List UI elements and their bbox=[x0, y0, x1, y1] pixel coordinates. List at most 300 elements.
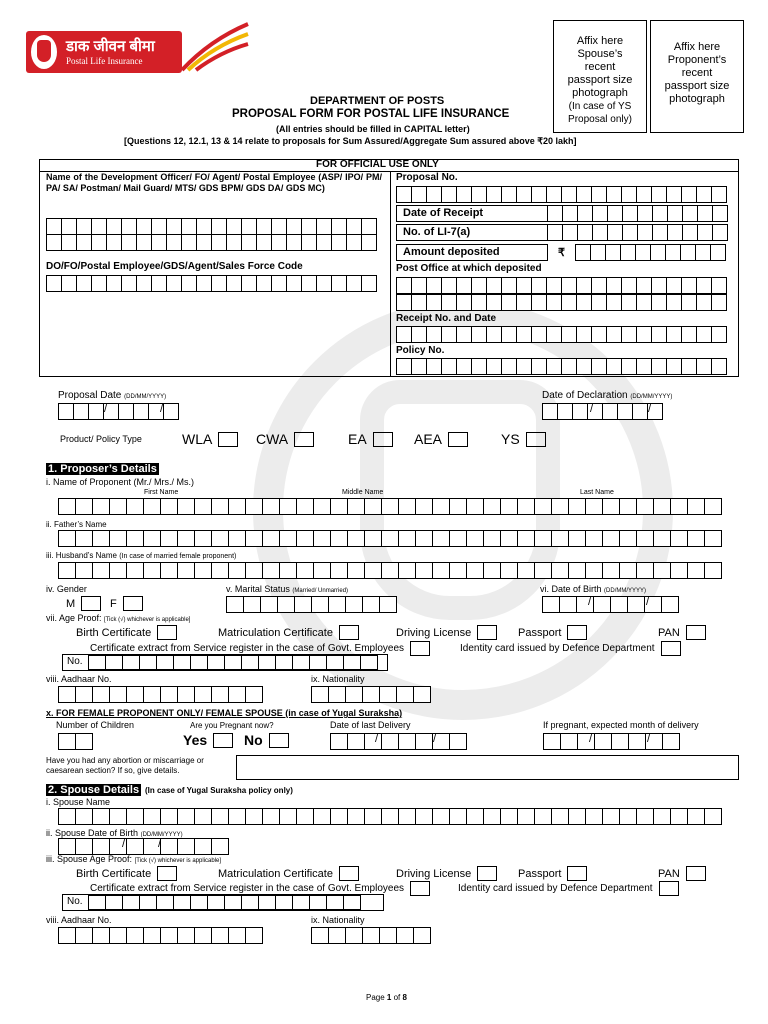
char-cell[interactable] bbox=[585, 498, 603, 515]
char-cell[interactable] bbox=[260, 596, 278, 613]
char-cell[interactable] bbox=[606, 186, 622, 203]
char-cell[interactable] bbox=[441, 186, 457, 203]
char-cell[interactable] bbox=[666, 294, 682, 311]
char-cell[interactable] bbox=[665, 244, 681, 261]
char-cell[interactable] bbox=[347, 733, 365, 750]
char-cell[interactable] bbox=[667, 224, 683, 241]
char-cell[interactable] bbox=[681, 186, 697, 203]
char-cell[interactable] bbox=[211, 838, 229, 855]
char-cell[interactable] bbox=[449, 733, 467, 750]
char-cell[interactable] bbox=[697, 224, 713, 241]
char-cell[interactable] bbox=[636, 277, 652, 294]
char-cell[interactable] bbox=[177, 808, 195, 825]
char-cell[interactable] bbox=[194, 838, 212, 855]
char-cell[interactable] bbox=[151, 234, 167, 251]
char-cell[interactable] bbox=[126, 530, 144, 547]
char-cell[interactable] bbox=[662, 733, 680, 750]
char-cell[interactable] bbox=[211, 275, 227, 292]
char-cell[interactable] bbox=[360, 655, 378, 670]
char-cell[interactable] bbox=[91, 218, 107, 235]
char-cell[interactable] bbox=[245, 530, 263, 547]
checkbox[interactable] bbox=[339, 866, 359, 881]
char-cell[interactable] bbox=[143, 530, 161, 547]
char-cell[interactable] bbox=[58, 562, 76, 579]
char-cell[interactable] bbox=[585, 808, 603, 825]
char-cell[interactable] bbox=[449, 808, 467, 825]
char-cell[interactable] bbox=[143, 927, 161, 944]
char-cell[interactable] bbox=[143, 808, 161, 825]
char-cell[interactable] bbox=[712, 205, 728, 222]
char-cell[interactable] bbox=[695, 244, 711, 261]
char-cell[interactable] bbox=[279, 498, 297, 515]
checkbox[interactable] bbox=[686, 866, 706, 881]
char-cell[interactable] bbox=[46, 218, 62, 235]
char-cell[interactable] bbox=[92, 808, 110, 825]
char-cell[interactable] bbox=[398, 733, 416, 750]
char-cell[interactable] bbox=[546, 277, 562, 294]
char-cell[interactable] bbox=[568, 530, 586, 547]
spouse-nationality-field[interactable] bbox=[311, 927, 430, 944]
char-cell[interactable] bbox=[346, 275, 362, 292]
char-cell[interactable] bbox=[258, 655, 276, 670]
char-cell[interactable] bbox=[328, 596, 346, 613]
char-cell[interactable] bbox=[173, 655, 191, 670]
char-cell[interactable] bbox=[561, 326, 577, 343]
char-cell[interactable] bbox=[75, 838, 93, 855]
char-cell[interactable] bbox=[562, 224, 578, 241]
aadhaar-field[interactable] bbox=[58, 686, 262, 703]
char-cell[interactable] bbox=[294, 596, 312, 613]
checkbox[interactable] bbox=[213, 733, 233, 748]
char-cell[interactable] bbox=[271, 275, 287, 292]
char-cell[interactable] bbox=[531, 326, 547, 343]
char-cell[interactable] bbox=[75, 927, 93, 944]
char-cell[interactable] bbox=[576, 277, 592, 294]
checkbox[interactable] bbox=[477, 866, 497, 881]
gender-m[interactable] bbox=[66, 596, 101, 611]
char-cell[interactable] bbox=[483, 498, 501, 515]
char-cell[interactable] bbox=[75, 530, 93, 547]
char-cell[interactable] bbox=[313, 498, 331, 515]
spouse-proof-defence[interactable] bbox=[458, 881, 679, 896]
char-cell[interactable] bbox=[173, 895, 191, 910]
char-cell[interactable] bbox=[316, 234, 332, 251]
char-cell[interactable] bbox=[572, 403, 588, 420]
char-cell[interactable] bbox=[286, 275, 302, 292]
char-cell[interactable] bbox=[627, 596, 645, 613]
char-cell[interactable] bbox=[471, 294, 487, 311]
char-cell[interactable] bbox=[592, 224, 608, 241]
checkbox[interactable] bbox=[81, 596, 101, 611]
char-cell[interactable] bbox=[441, 294, 457, 311]
char-cell[interactable] bbox=[361, 218, 377, 235]
char-cell[interactable] bbox=[426, 186, 442, 203]
char-cell[interactable] bbox=[228, 808, 246, 825]
char-cell[interactable] bbox=[58, 686, 76, 703]
char-cell[interactable] bbox=[590, 244, 606, 261]
char-cell[interactable] bbox=[326, 655, 344, 670]
char-cell[interactable] bbox=[576, 596, 594, 613]
char-cell[interactable] bbox=[194, 562, 212, 579]
char-cell[interactable] bbox=[92, 686, 110, 703]
char-cell[interactable] bbox=[619, 808, 637, 825]
char-cell[interactable] bbox=[704, 498, 722, 515]
char-cell[interactable] bbox=[619, 562, 637, 579]
char-cell[interactable] bbox=[296, 530, 314, 547]
char-cell[interactable] bbox=[106, 234, 122, 251]
age-proof-defence[interactable] bbox=[460, 641, 681, 656]
char-cell[interactable] bbox=[636, 498, 654, 515]
char-cell[interactable] bbox=[58, 498, 76, 515]
char-cell[interactable] bbox=[328, 686, 346, 703]
char-cell[interactable] bbox=[109, 927, 127, 944]
checkbox[interactable] bbox=[218, 432, 238, 447]
char-cell[interactable] bbox=[621, 294, 637, 311]
char-cell[interactable] bbox=[379, 596, 397, 613]
char-cell[interactable] bbox=[122, 895, 140, 910]
spouse-proof-pan[interactable] bbox=[658, 866, 706, 881]
char-cell[interactable] bbox=[245, 498, 263, 515]
char-cell[interactable] bbox=[136, 218, 152, 235]
char-cell[interactable] bbox=[411, 294, 427, 311]
char-cell[interactable] bbox=[621, 277, 637, 294]
char-cell[interactable] bbox=[432, 808, 450, 825]
char-cell[interactable] bbox=[591, 294, 607, 311]
char-cell[interactable] bbox=[381, 498, 399, 515]
char-cell[interactable] bbox=[396, 186, 412, 203]
char-cell[interactable] bbox=[286, 234, 302, 251]
char-cell[interactable] bbox=[561, 277, 577, 294]
char-cell[interactable] bbox=[207, 895, 225, 910]
char-cell[interactable] bbox=[413, 686, 431, 703]
checkbox[interactable] bbox=[269, 733, 289, 748]
char-cell[interactable] bbox=[181, 234, 197, 251]
char-cell[interactable] bbox=[311, 596, 329, 613]
char-cell[interactable] bbox=[602, 403, 618, 420]
char-cell[interactable] bbox=[296, 562, 314, 579]
char-cell[interactable] bbox=[577, 205, 593, 222]
char-cell[interactable] bbox=[330, 733, 348, 750]
char-cell[interactable] bbox=[516, 186, 532, 203]
char-cell[interactable] bbox=[156, 895, 174, 910]
proponent-photo-box[interactable] bbox=[650, 20, 744, 133]
char-cell[interactable] bbox=[531, 277, 547, 294]
char-cell[interactable] bbox=[226, 275, 242, 292]
char-cell[interactable] bbox=[277, 596, 295, 613]
char-cell[interactable] bbox=[441, 277, 457, 294]
char-cell[interactable] bbox=[666, 277, 682, 294]
char-cell[interactable] bbox=[711, 186, 727, 203]
char-cell[interactable] bbox=[670, 530, 688, 547]
char-cell[interactable] bbox=[577, 224, 593, 241]
char-cell[interactable] bbox=[621, 326, 637, 343]
char-cell[interactable] bbox=[286, 218, 302, 235]
spouse-proof-matric[interactable] bbox=[218, 866, 359, 881]
char-cell[interactable] bbox=[449, 562, 467, 579]
char-cell[interactable] bbox=[456, 294, 472, 311]
char-cell[interactable] bbox=[105, 895, 123, 910]
char-cell[interactable] bbox=[166, 218, 182, 235]
char-cell[interactable] bbox=[680, 244, 696, 261]
char-cell[interactable] bbox=[516, 277, 532, 294]
char-cell[interactable] bbox=[362, 686, 380, 703]
char-cell[interactable] bbox=[194, 498, 212, 515]
char-cell[interactable] bbox=[211, 218, 227, 235]
char-cell[interactable] bbox=[228, 562, 246, 579]
char-cell[interactable] bbox=[606, 277, 622, 294]
proposal-no-field[interactable] bbox=[396, 186, 726, 203]
char-cell[interactable] bbox=[471, 326, 487, 343]
checkbox[interactable] bbox=[410, 641, 430, 656]
char-cell[interactable] bbox=[651, 277, 667, 294]
char-cell[interactable] bbox=[330, 562, 348, 579]
char-cell[interactable] bbox=[331, 234, 347, 251]
char-cell[interactable] bbox=[136, 275, 152, 292]
char-cell[interactable] bbox=[228, 498, 246, 515]
spouse-name-field[interactable] bbox=[58, 808, 721, 825]
char-cell[interactable] bbox=[330, 808, 348, 825]
char-cell[interactable] bbox=[576, 358, 592, 375]
char-cell[interactable] bbox=[622, 205, 638, 222]
char-cell[interactable] bbox=[628, 733, 646, 750]
char-cell[interactable] bbox=[241, 234, 257, 251]
char-cell[interactable] bbox=[711, 277, 727, 294]
char-cell[interactable] bbox=[364, 530, 382, 547]
char-cell[interactable] bbox=[681, 326, 697, 343]
char-cell[interactable] bbox=[593, 596, 611, 613]
checkbox[interactable] bbox=[526, 432, 546, 447]
char-cell[interactable] bbox=[245, 927, 263, 944]
char-cell[interactable] bbox=[313, 530, 331, 547]
char-cell[interactable] bbox=[426, 358, 442, 375]
char-cell[interactable] bbox=[143, 686, 161, 703]
char-cell[interactable] bbox=[313, 562, 331, 579]
age-proof-matric[interactable] bbox=[218, 625, 359, 640]
char-cell[interactable] bbox=[177, 686, 195, 703]
char-cell[interactable] bbox=[531, 294, 547, 311]
char-cell[interactable] bbox=[651, 294, 667, 311]
char-cell[interactable] bbox=[126, 498, 144, 515]
char-cell[interactable] bbox=[561, 358, 577, 375]
checkbox[interactable] bbox=[373, 432, 393, 447]
char-cell[interactable] bbox=[557, 403, 573, 420]
char-cell[interactable] bbox=[516, 326, 532, 343]
dev-officer-field[interactable] bbox=[46, 218, 376, 235]
char-cell[interactable] bbox=[441, 326, 457, 343]
char-cell[interactable] bbox=[126, 808, 144, 825]
checkbox[interactable] bbox=[567, 625, 587, 640]
char-cell[interactable] bbox=[712, 224, 728, 241]
char-cell[interactable] bbox=[330, 498, 348, 515]
char-cell[interactable] bbox=[275, 895, 293, 910]
char-cell[interactable] bbox=[486, 326, 502, 343]
char-cell[interactable] bbox=[396, 686, 414, 703]
policy-no-field[interactable] bbox=[396, 358, 726, 375]
char-cell[interactable] bbox=[602, 562, 620, 579]
char-cell[interactable] bbox=[483, 808, 501, 825]
char-cell[interactable] bbox=[92, 562, 110, 579]
char-cell[interactable] bbox=[413, 927, 431, 944]
char-cell[interactable] bbox=[346, 234, 362, 251]
father-name-field[interactable] bbox=[58, 530, 721, 547]
spouse-proof-driving[interactable] bbox=[396, 866, 497, 881]
char-cell[interactable] bbox=[576, 294, 592, 311]
char-cell[interactable] bbox=[256, 234, 272, 251]
char-cell[interactable] bbox=[343, 655, 361, 670]
char-cell[interactable] bbox=[151, 218, 167, 235]
product-ys[interactable] bbox=[501, 431, 546, 447]
char-cell[interactable] bbox=[606, 326, 622, 343]
char-cell[interactable] bbox=[316, 218, 332, 235]
char-cell[interactable] bbox=[347, 530, 365, 547]
char-cell[interactable] bbox=[619, 498, 637, 515]
char-cell[interactable] bbox=[687, 808, 705, 825]
char-cell[interactable] bbox=[160, 498, 178, 515]
char-cell[interactable] bbox=[653, 562, 671, 579]
char-cell[interactable] bbox=[432, 562, 450, 579]
char-cell[interactable] bbox=[559, 596, 577, 613]
char-cell[interactable] bbox=[398, 530, 416, 547]
char-cell[interactable] bbox=[607, 224, 623, 241]
char-cell[interactable] bbox=[415, 562, 433, 579]
char-cell[interactable] bbox=[211, 530, 229, 547]
char-cell[interactable] bbox=[58, 808, 76, 825]
char-cell[interactable] bbox=[381, 562, 399, 579]
char-cell[interactable] bbox=[396, 927, 414, 944]
checkbox[interactable] bbox=[448, 432, 468, 447]
char-cell[interactable] bbox=[328, 927, 346, 944]
char-cell[interactable] bbox=[151, 275, 167, 292]
char-cell[interactable] bbox=[560, 733, 578, 750]
char-cell[interactable] bbox=[471, 277, 487, 294]
char-cell[interactable] bbox=[546, 358, 562, 375]
char-cell[interactable] bbox=[432, 530, 450, 547]
char-cell[interactable] bbox=[670, 562, 688, 579]
char-cell[interactable] bbox=[226, 596, 244, 613]
char-cell[interactable] bbox=[534, 530, 552, 547]
char-cell[interactable] bbox=[591, 186, 607, 203]
char-cell[interactable] bbox=[546, 186, 562, 203]
char-cell[interactable] bbox=[605, 244, 621, 261]
char-cell[interactable] bbox=[163, 403, 179, 420]
char-cell[interactable] bbox=[177, 838, 195, 855]
char-cell[interactable] bbox=[381, 530, 399, 547]
char-cell[interactable] bbox=[415, 498, 433, 515]
char-cell[interactable] bbox=[58, 530, 76, 547]
char-cell[interactable] bbox=[91, 234, 107, 251]
char-cell[interactable] bbox=[181, 275, 197, 292]
char-cell[interactable] bbox=[415, 808, 433, 825]
checkbox[interactable] bbox=[157, 625, 177, 640]
char-cell[interactable] bbox=[88, 403, 104, 420]
char-cell[interactable] bbox=[617, 403, 633, 420]
char-cell[interactable] bbox=[611, 733, 629, 750]
char-cell[interactable] bbox=[575, 244, 591, 261]
char-cell[interactable] bbox=[547, 224, 563, 241]
product-wla[interactable] bbox=[182, 431, 238, 447]
age-proof-passport[interactable] bbox=[518, 625, 587, 640]
char-cell[interactable] bbox=[211, 498, 229, 515]
char-cell[interactable] bbox=[396, 326, 412, 343]
char-cell[interactable] bbox=[228, 686, 246, 703]
expected-delivery-field[interactable] bbox=[543, 733, 679, 750]
checkbox[interactable] bbox=[477, 625, 497, 640]
char-cell[interactable] bbox=[160, 562, 178, 579]
char-cell[interactable] bbox=[501, 358, 517, 375]
char-cell[interactable] bbox=[547, 205, 563, 222]
char-cell[interactable] bbox=[396, 358, 412, 375]
spouse-proof-birth[interactable] bbox=[76, 866, 177, 881]
char-cell[interactable] bbox=[92, 838, 110, 855]
char-cell[interactable] bbox=[426, 277, 442, 294]
char-cell[interactable] bbox=[636, 326, 652, 343]
char-cell[interactable] bbox=[241, 275, 257, 292]
char-cell[interactable] bbox=[411, 326, 427, 343]
char-cell[interactable] bbox=[139, 655, 157, 670]
char-cell[interactable] bbox=[226, 234, 242, 251]
age-proof-driving[interactable] bbox=[396, 625, 497, 640]
char-cell[interactable] bbox=[635, 244, 651, 261]
char-cell[interactable] bbox=[347, 498, 365, 515]
char-cell[interactable] bbox=[666, 186, 682, 203]
char-cell[interactable] bbox=[456, 358, 472, 375]
char-cell[interactable] bbox=[92, 530, 110, 547]
char-cell[interactable] bbox=[262, 562, 280, 579]
char-cell[interactable] bbox=[653, 530, 671, 547]
char-cell[interactable] bbox=[585, 530, 603, 547]
char-cell[interactable] bbox=[224, 895, 242, 910]
char-cell[interactable] bbox=[483, 562, 501, 579]
char-cell[interactable] bbox=[620, 244, 636, 261]
char-cell[interactable] bbox=[241, 895, 259, 910]
char-cell[interactable] bbox=[606, 358, 622, 375]
char-cell[interactable] bbox=[696, 277, 712, 294]
char-cell[interactable] bbox=[486, 358, 502, 375]
char-cell[interactable] bbox=[652, 224, 668, 241]
marital-status-field[interactable] bbox=[226, 596, 396, 613]
char-cell[interactable] bbox=[245, 808, 263, 825]
char-cell[interactable] bbox=[531, 358, 547, 375]
char-cell[interactable] bbox=[534, 562, 552, 579]
char-cell[interactable] bbox=[243, 596, 261, 613]
char-cell[interactable] bbox=[396, 294, 412, 311]
char-cell[interactable] bbox=[228, 530, 246, 547]
char-cell[interactable] bbox=[75, 498, 93, 515]
char-cell[interactable] bbox=[517, 498, 535, 515]
char-cell[interactable] bbox=[196, 234, 212, 251]
char-cell[interactable] bbox=[501, 294, 517, 311]
char-cell[interactable] bbox=[500, 498, 518, 515]
char-cell[interactable] bbox=[398, 808, 416, 825]
char-cell[interactable] bbox=[177, 927, 195, 944]
checkbox[interactable] bbox=[659, 881, 679, 896]
char-cell[interactable] bbox=[681, 294, 697, 311]
sales-code-field[interactable] bbox=[46, 275, 376, 292]
children-field[interactable] bbox=[58, 733, 92, 750]
char-cell[interactable] bbox=[602, 530, 620, 547]
char-cell[interactable] bbox=[534, 498, 552, 515]
spouse-proof-passport[interactable] bbox=[518, 866, 587, 881]
char-cell[interactable] bbox=[361, 275, 377, 292]
char-cell[interactable] bbox=[271, 234, 287, 251]
char-cell[interactable] bbox=[591, 326, 607, 343]
char-cell[interactable] bbox=[241, 655, 259, 670]
char-cell[interactable] bbox=[258, 895, 276, 910]
abortion-field[interactable] bbox=[236, 755, 739, 780]
char-cell[interactable] bbox=[379, 686, 397, 703]
doc-no-cells[interactable] bbox=[88, 655, 377, 670]
char-cell[interactable] bbox=[211, 562, 229, 579]
